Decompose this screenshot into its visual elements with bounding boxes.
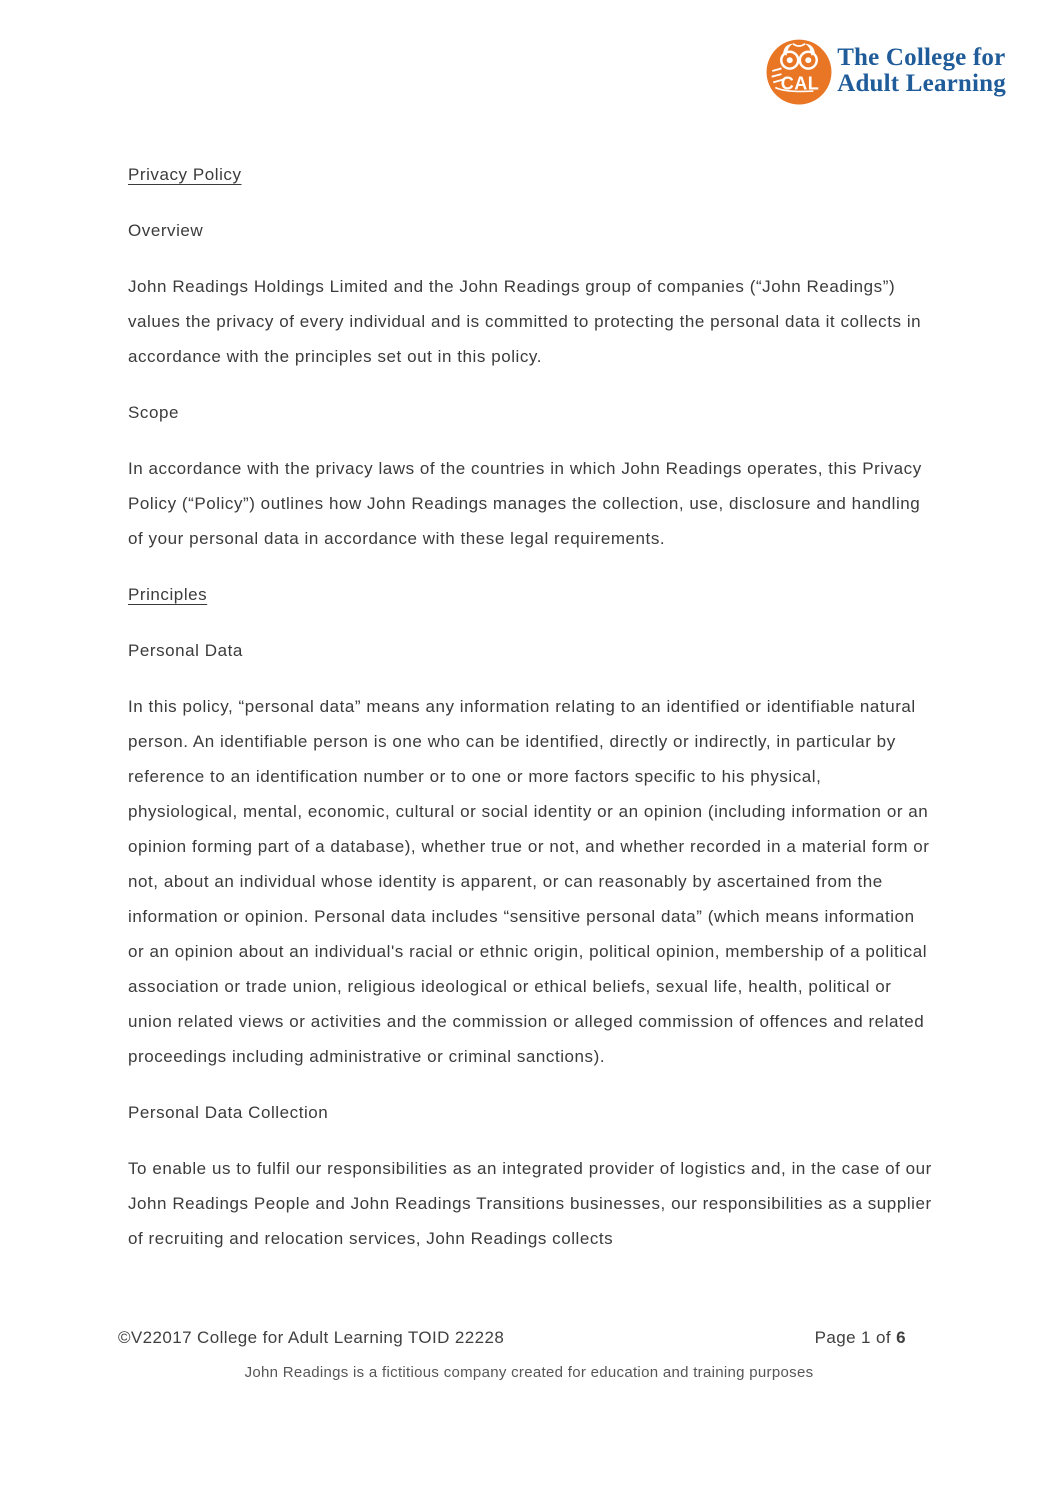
paragraph-overview: John Readings Holdings Limited and the John Readings group of companies (“John Readings”) values the privacy of every individual and is committed to protecting the personal data it collects in accordance with the principles set out in this policy.	[128, 277, 922, 366]
paragraph-personal-data-collection: To enable us to fulfil our responsibilities as an integrated provider of logistics and, in the case of our John Readings People and John Readings Transitions businesses, our responsibilities as a supplier of recruiting and relocation services, John Readings collects	[128, 1159, 932, 1248]
footer-page-total: 6	[896, 1328, 906, 1347]
footer-tagline: John Readings is a fictitious company created for education and training purposes	[244, 1364, 814, 1381]
heading-personal-data-collection: Personal Data Collection	[128, 1103, 329, 1122]
paragraph-personal-data: In this policy, “personal data” means any information relating to an identified or identifiable natural person. An identifiable person is one who can be identified, directly or indirectly, in particular by reference to an identification number or to one or more factors specific to his physical, physiological, mental, economic, cultural or social identity or an opinion (including information or an opinion forming part of a database), whether true or not, and whether recorded in a material form or not, about an individual whose identity is apparent, or can reasonably by ascertained from the information or opinion. Personal data includes “sensitive personal data” (which means information or an opinion about an individual's racial or ethnic origin, political opinion, membership of a political association or trade union, religious ideological or ethical beliefs, sexual life, health, political or union related views or activities and the commission or alleged commission of offences and related proceedings including administrative or criminal sanctions).	[128, 697, 930, 1066]
heading-principles: Principles	[128, 585, 208, 604]
logo-wordmark	[837, 45, 1006, 98]
heading-scope: Scope	[128, 403, 179, 422]
page-footer	[0, 1328, 1058, 1381]
heading-overview: Overview	[128, 221, 204, 240]
footer-copyright: ©V22017 College for Adult Learning TOID 22228	[118, 1328, 505, 1347]
logo-wordmark-line1: The College for	[837, 43, 1006, 71]
logo-wordmark-line2: Adult Learning	[837, 70, 1006, 97]
heading-personal-data: Personal Data	[128, 641, 243, 660]
footer-page-number	[815, 1328, 906, 1348]
cal-logo	[765, 37, 1006, 105]
cal-owl-icon	[765, 37, 833, 105]
page-title: Privacy Policy	[128, 165, 242, 184]
footer-page-prefix: Page 1 of	[814, 1328, 897, 1347]
cal-monogram: CAL	[780, 73, 820, 94]
document-body	[128, 157, 934, 1277]
paragraph-scope: In accordance with the privacy laws of the countries in which John Readings operates, this Privacy Policy (“Policy”) outlines how John Readings manages the collection, use, disclosure and handling of your personal data in accordance with these legal requirements.	[128, 459, 922, 548]
